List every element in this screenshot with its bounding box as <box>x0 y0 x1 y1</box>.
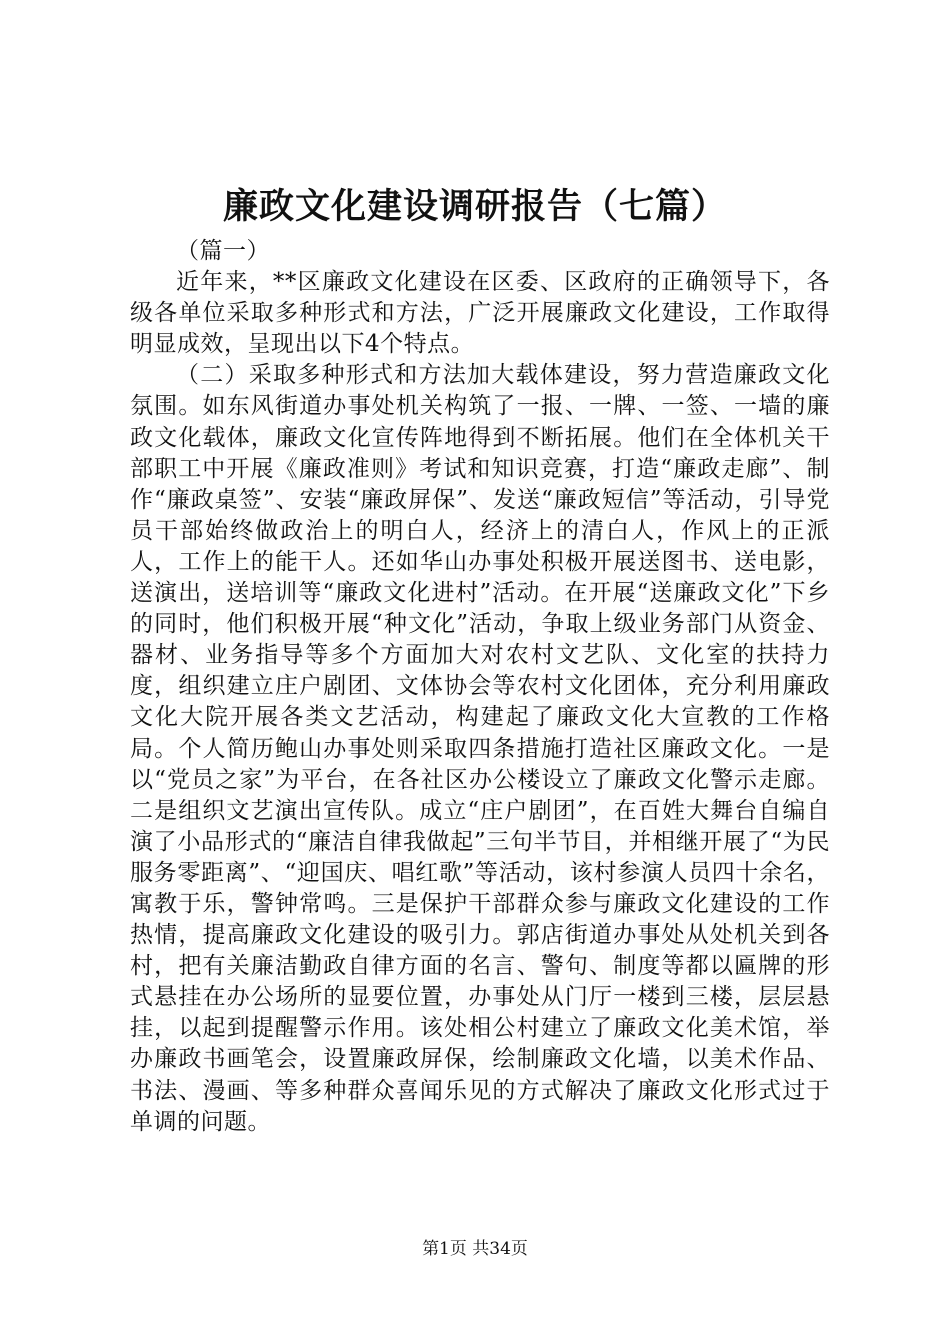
section-heading: （篇一） <box>176 238 270 264</box>
intro-paragraph: 近年来，**区廉政文化建设在区委、区政府的正确领导下，各级各单位采取多种形式和方法，广泛开展廉政文化建设，工作取得明显成效，呈现出以下4个特点。 <box>130 269 830 358</box>
document-body <box>130 236 830 1138</box>
page-footer: 第1页 共34页 <box>422 1239 528 1259</box>
body-paragraph: （二）采取多种形式和方法加大载体建设，努力营造廉政文化氛围。如东风街道办事处机关构筑了一报、一牌、一签、一墙的廉政文化载体，廉政文化宣传阵地得到不断拓展。他们在全体机关干部职工中开展《廉政准则》考试和知识竞赛，打造“廉政走廊”、制作“廉政桌签”、安装“廉政屏保”、发送“廉政短信”等活动，引导党员干部始终做政治上的明白人，经济上的清白人，作风上的正派人，工作上的能干人。还如华山办事处积极开展送图书、送电影，送演出，送培训等“廉政文化进村”活动。在开展“送廉政文化”下乡的同时，他们积极开展“种文化”活动，争取上级业务部门从资金、器材、业务指导等多个方面加大对农村文艺队、文化室的扶持力度，组织建立庄户剧团、文体协会等农村文化团体，充分利用廉政文化大院开展各类文艺活动，构建起了廉政文化大宣教的工作格局。个人简历鲍山办事处则采取四条措施打造社区廉政文化。一是以“党员之家”为平台，在各社区办公楼设立了廉政文化警示走廊。二是组织文艺演出宣传队。成立“庄户剧团”，在百姓大舞台自编自演了小品形式的“廉洁自律我做起”三句半节目，并相继开展了“为民服务零距离”、“迎国庆、唱红歌”等活动，该村参演人员四十余名，寓教于乐，警钟常鸣。三是保护干部群众参与廉政文化建设的工作热情，提高廉政文化建设的吸引力。郭店街道办事处从处机关到各村，把有关廉洁勤政自律方面的名言、警句、制度等都以匾牌的形式悬挂在办公场所的显要位置，办事处从门厅一楼到三楼，层层悬挂，以起到提醒警示作用。该处相公村建立了廉政文化美术馆，举办廉政书画笔会，设置廉政屏保，绘制廉政文化墙，以美术作品、书法、漫画、等多种群众喜闻乐见的方式解决了廉政文化形式过于单调的问题。 <box>130 362 830 1135</box>
document-title: 廉政文化建设调研报告（七篇） <box>222 186 727 227</box>
